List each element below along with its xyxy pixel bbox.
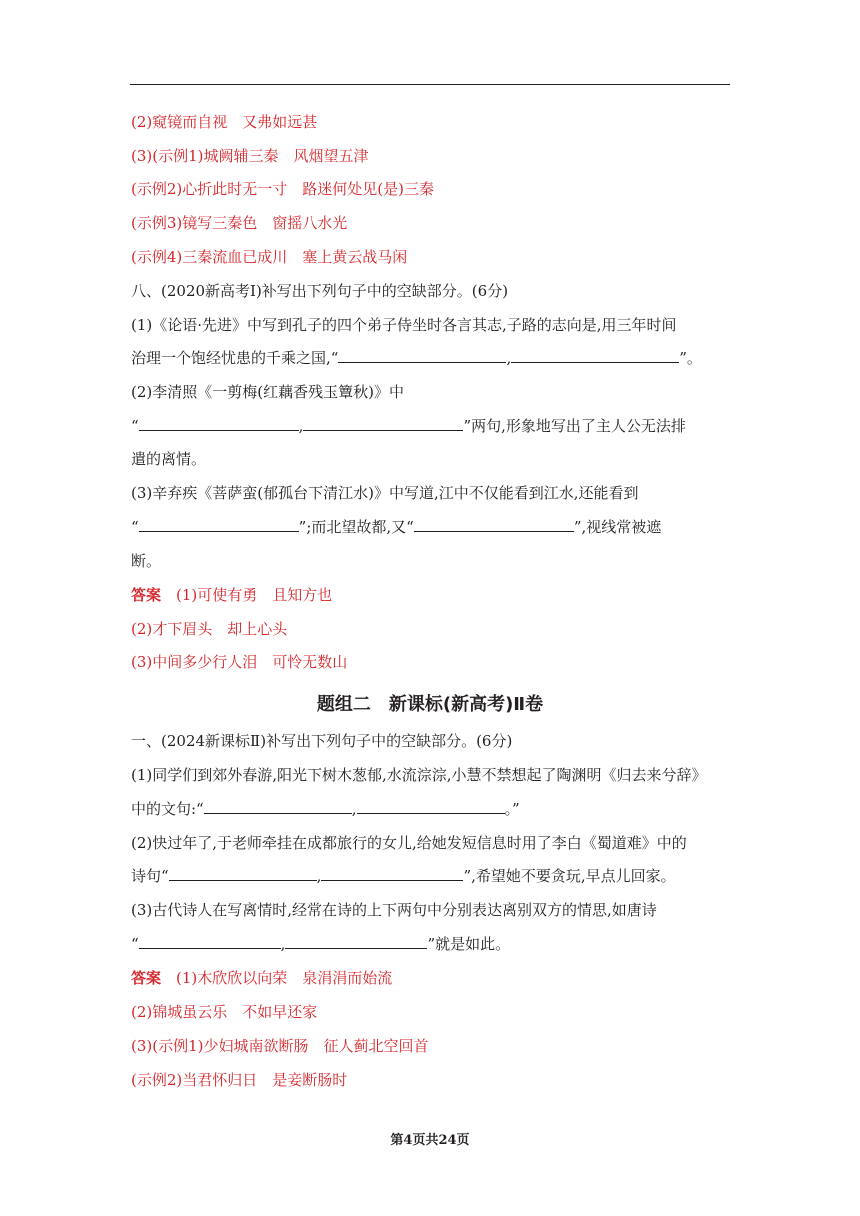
answer-blank[interactable] — [303, 416, 463, 431]
q8-answer-line: (2)才下眉头 却上心头 — [131, 620, 288, 638]
text-segment: 诗句“ — [131, 867, 169, 885]
q1-answer-line: (3)(示例1)少妇城南欲断肠 征人蓟北空回首 — [131, 1037, 429, 1055]
q8-part2-text: 遣的离情。 — [131, 450, 207, 468]
answer-blank[interactable] — [139, 416, 299, 431]
answer-blank[interactable] — [285, 934, 427, 949]
text-segment: 治理一个饱经忧患的千乘之国,“ — [131, 349, 339, 367]
q1-answer-line: (示例2)当君怀归日 是妾断肠时 — [131, 1071, 348, 1089]
section-heading: 题组二 新课标(新高考)Ⅱ卷 — [316, 694, 544, 715]
q1-answer-line: (2)锦城虽云乐 不如早还家 — [131, 1003, 318, 1021]
answer-blank[interactable] — [511, 348, 679, 363]
prev-answer-line: (2)窥镜而自视 又弗如远甚 — [131, 113, 318, 131]
answer-text: (1)可使有勇 且知方也 — [176, 586, 333, 604]
q8-part1-fill-line — [131, 348, 702, 368]
q8-answer-line — [131, 585, 332, 605]
q8-part2-text: (2)李清照《一剪梅(红藕香残玉簟秋)》中 — [131, 383, 404, 401]
answer-blank[interactable] — [321, 866, 463, 881]
answer-blank[interactable] — [414, 517, 574, 532]
q8-part3-fill-line — [131, 517, 661, 537]
header-rule — [130, 84, 730, 85]
prev-answer-line: (示例4)三秦流血已成川 塞上黄云战马闲 — [131, 248, 408, 266]
text-segment: , — [298, 417, 304, 435]
question-8-title: 八、(2020新高考Ⅰ)补写出下列句子中的空缺部分。(6分) — [131, 282, 509, 300]
text-segment: 中的文句:“ — [131, 800, 204, 818]
text-segment: ”两句,形象地写出了主人公无法排 — [463, 417, 686, 435]
text-segment: , — [316, 867, 322, 885]
q1-part3-fill-line — [131, 934, 510, 954]
text-segment: “ — [131, 417, 139, 435]
answer-text: (1)木欣欣以向荣 泉涓涓而始流 — [176, 969, 393, 987]
answer-label: 答案 — [131, 969, 162, 987]
answer-blank[interactable] — [139, 934, 281, 949]
text-segment: 。” — [504, 800, 520, 818]
text-segment: ”。 — [679, 349, 702, 367]
q1-part2-fill-line — [131, 866, 676, 886]
text-segment: “ — [131, 518, 139, 536]
q1-part1-fill-line — [131, 799, 520, 819]
question-1-title: 一、(2024新课标Ⅱ)补写出下列句子中的空缺部分。(6分) — [131, 732, 513, 750]
text-segment: , — [280, 935, 286, 953]
prev-answer-line: (示例3)镜写三秦色 窗摇八水光 — [131, 214, 348, 232]
q8-part3-text: (3)辛弃疾《菩萨蛮(郁孤台下清江水)》中写道,江中不仅能看到江水,还能看到 — [131, 484, 639, 502]
q8-part2-fill-line — [131, 416, 686, 436]
text-segment: ”,希望她不要贪玩,早点儿回家。 — [463, 867, 676, 885]
page-number-footer: 第4页共24页 — [390, 1133, 470, 1148]
answer-blank[interactable] — [139, 517, 299, 532]
q1-part1-text: (1)同学们到郊外春游,阳光下树木葱郁,水流淙淙,小慧不禁想起了陶渊明《归去来兮辞》 — [131, 766, 707, 784]
text-segment: ”就是如此。 — [427, 935, 511, 953]
answer-blank[interactable] — [169, 866, 317, 881]
prev-answer-line: (示例2)心折此时无一寸 路迷何处见(是)三秦 — [131, 180, 434, 198]
text-segment: , — [351, 800, 357, 818]
q1-answer-line — [131, 968, 392, 988]
q8-part1-text: (1)《论语·先进》中写到孔子的四个弟子侍坐时各言其志,子路的志向是,用三年时间 — [131, 316, 677, 334]
q1-part2-text: (2)快过年了,于老师牵挂在成都旅行的女儿,给她发短信息时用了李白《蜀道难》中的 — [131, 834, 687, 852]
text-segment: , — [506, 349, 512, 367]
text-segment: “ — [131, 935, 139, 953]
answer-label: 答案 — [131, 586, 162, 604]
text-segment: ”,视线常被遮 — [573, 518, 662, 536]
answer-blank[interactable] — [357, 799, 505, 814]
prev-answer-line: (3)(示例1)城阙辅三秦 风烟望五津 — [131, 147, 369, 165]
answer-blank[interactable] — [204, 799, 352, 814]
q1-part3-text: (3)古代诗人在写离情时,经常在诗的上下两句中分别表达离别双方的情思,如唐诗 — [131, 901, 657, 919]
q8-part3-text: 断。 — [131, 552, 162, 570]
answer-blank[interactable] — [338, 348, 506, 363]
q8-answer-line: (3)中间多少行人泪 可怜无数山 — [131, 653, 348, 671]
text-segment: ”;而北望故都,又“ — [298, 518, 414, 536]
